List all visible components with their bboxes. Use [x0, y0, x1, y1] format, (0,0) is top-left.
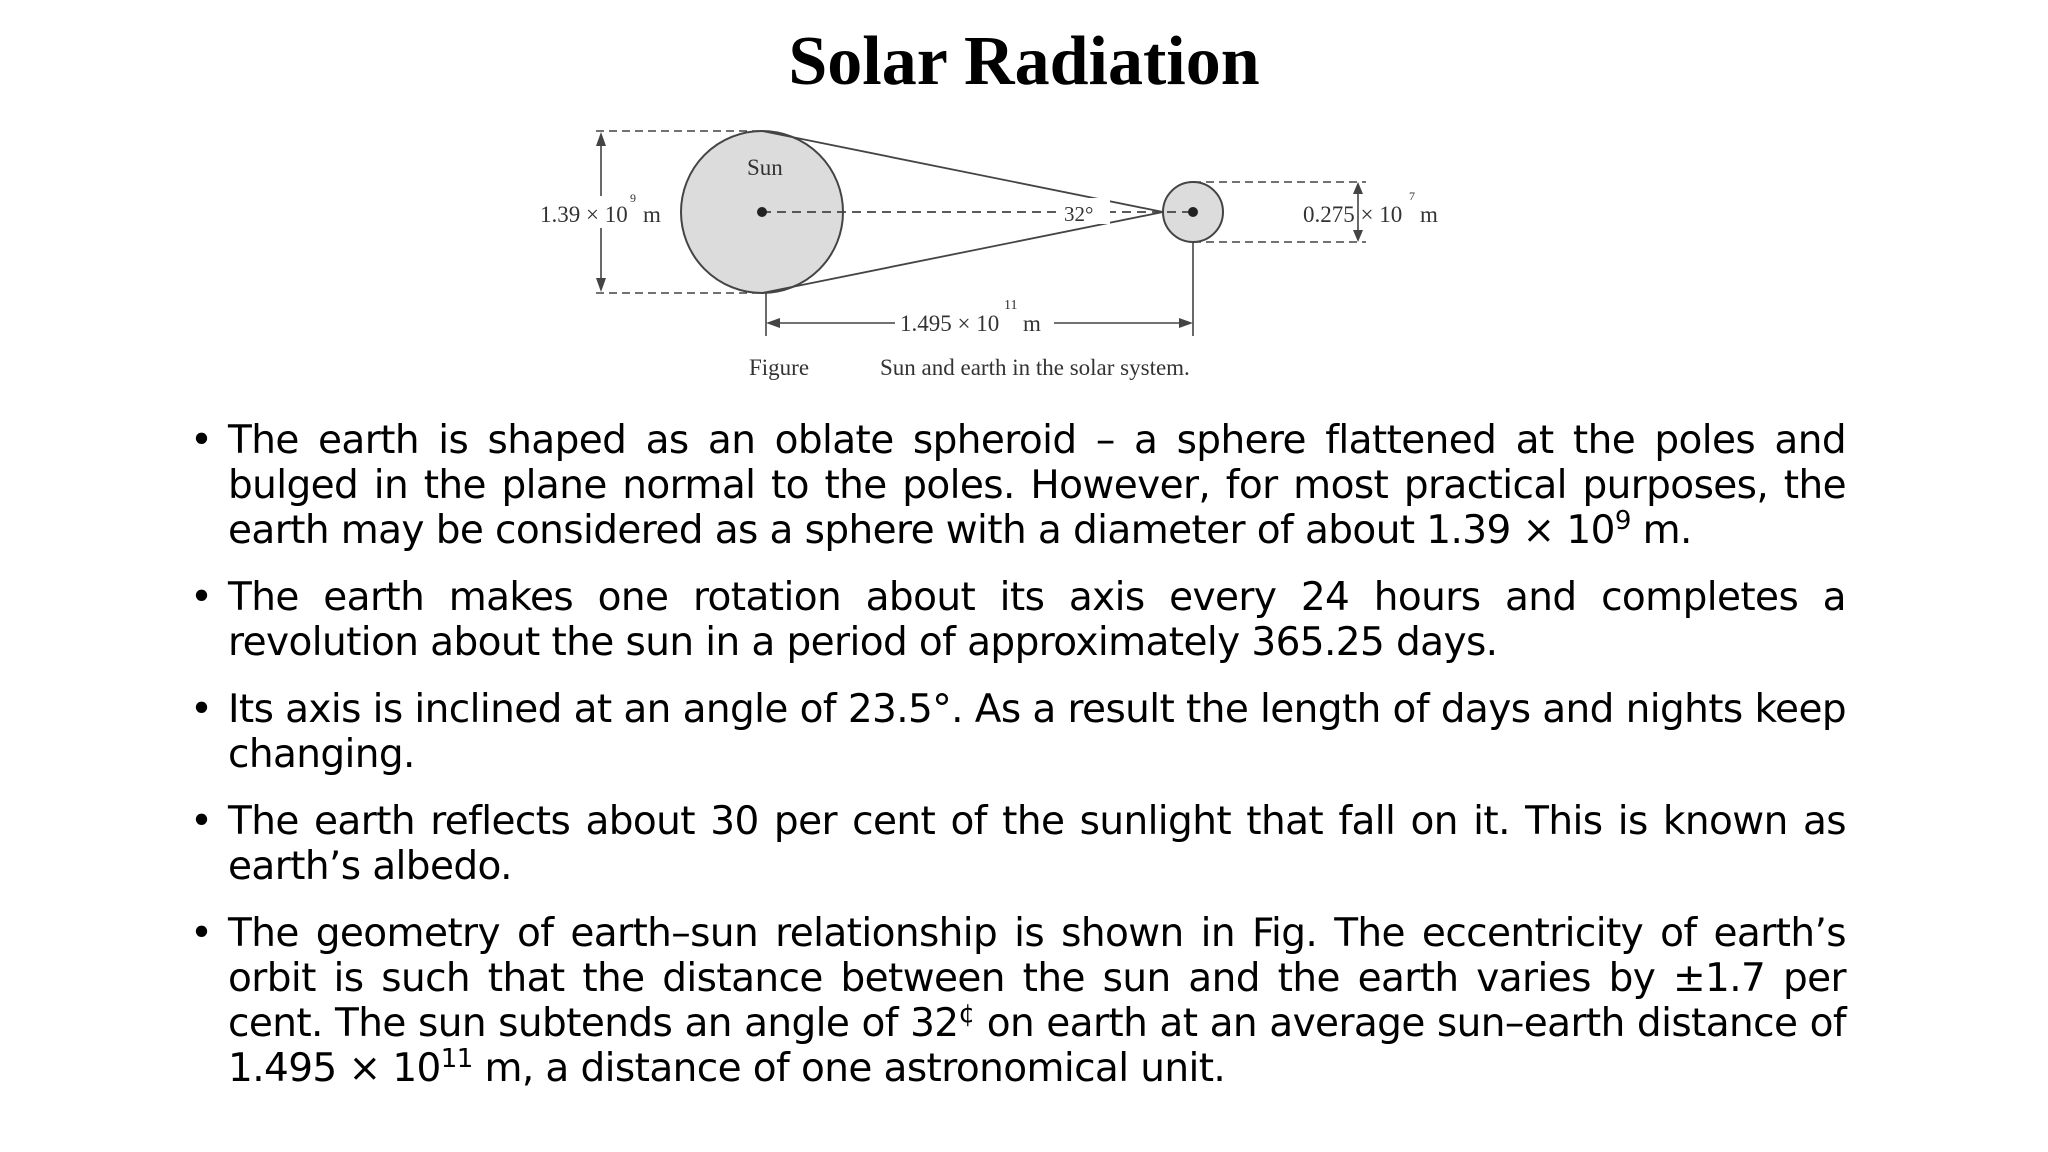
sun-center-dot	[757, 207, 767, 217]
bullet-list	[228, 418, 1846, 1113]
distance-arrowhead-right	[1179, 318, 1193, 328]
sun-arrow-up	[596, 132, 606, 146]
distance-label: 1.495 × 10	[900, 311, 1000, 336]
sun-diameter-label: 1.39 × 10	[540, 202, 628, 227]
sun-label: Sun	[747, 155, 783, 180]
earth-arrow-up	[1353, 182, 1363, 194]
sun-diameter-unit: m	[643, 202, 661, 227]
sun-earth-diagram	[0, 0, 2048, 400]
caption-prefix: Figure	[749, 355, 810, 380]
bullet-item: • Its axis is inclined at an angle of 23.5°. As a result the length of days and nights keep changing.	[228, 687, 1846, 777]
earth-diameter-label: 0.275 × 10	[1303, 202, 1403, 227]
sun-arrow-down	[596, 278, 606, 292]
sun-diameter-exp: 9	[630, 191, 636, 205]
bullet-item: • The earth makes one rotation about its axis every 24 hours and completes a revolution about the sun in a period of approximately 365.25 days.	[228, 575, 1846, 665]
angle-label: 32°	[1064, 202, 1094, 226]
distance-arrowhead-left	[766, 318, 780, 328]
bullet-item: • The earth reflects about 30 per cent of the sunlight that fall on it. This is known as earth’s albedo.	[228, 799, 1846, 889]
earth-center-dot	[1188, 207, 1198, 217]
distance-unit: m	[1023, 311, 1041, 336]
earth-arrow-down	[1353, 230, 1363, 242]
earth-diameter-exp: 7	[1409, 189, 1415, 203]
slide-title: Solar Radiation	[788, 23, 1260, 100]
earth-diameter-unit: m	[1420, 202, 1438, 227]
bullet-item: • The geometry of earth–sun relationship is shown in Fig. The eccentricity of earth’s orbit is such that the distance between the sun and the earth varies by ±1.7 per cent. The sun subtends an angle of 32¢ on earth at an average sun–earth distance of $1.495 \times 10^{11}$ m, a distance of one astronomical unit.	[228, 911, 1846, 1091]
distance-exp: 11	[1004, 298, 1018, 313]
bullet-item: • The earth is shaped as an oblate spheroid – a sphere flattened at the poles and bulged in the plane normal to the poles. However, for most practical purposes, the earth may be considered as a sphere with a diameter of about $1.39 \times 10^9$ m.	[228, 418, 1846, 553]
caption-text: Sun and earth in the solar system.	[880, 355, 1190, 380]
